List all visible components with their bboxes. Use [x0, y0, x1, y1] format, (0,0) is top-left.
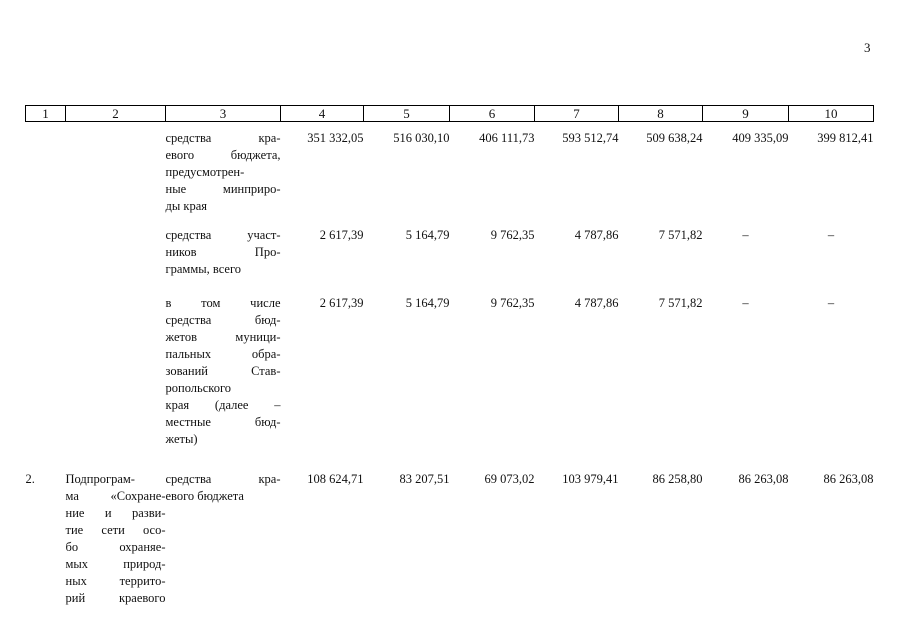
- value-cell: –: [742, 296, 749, 310]
- value-cell: 5 164,79: [405, 228, 450, 242]
- header-cell: 4: [281, 106, 364, 122]
- row-number: 2.: [25, 472, 35, 486]
- subprogram-cell: [66, 215, 166, 283]
- subprogram-cell: [66, 122, 166, 216]
- value-cell: –: [742, 228, 749, 242]
- subprogram-line: тие сети осо-: [65, 523, 166, 537]
- header-row: [26, 106, 874, 122]
- value-cell: 86 263,08: [738, 472, 789, 486]
- value-cell: 86 263,08: [823, 472, 874, 486]
- header-cell: 6: [450, 106, 535, 122]
- funding-source-cell: [166, 283, 281, 471]
- funding-source-line: средства кра-: [165, 131, 281, 145]
- subprogram-line: ма «Сохране-: [65, 489, 166, 503]
- value-cell: 9 762,35: [490, 228, 535, 242]
- value-cell: 7 571,82: [658, 296, 703, 310]
- header-cell: 3: [166, 106, 281, 122]
- funding-source-line: ропольского: [165, 381, 232, 395]
- header-cell: 5: [364, 106, 450, 122]
- value-cell: 406 111,73: [479, 131, 535, 145]
- value-cell: 86 258,80: [652, 472, 703, 486]
- header-cell: 2: [66, 106, 166, 122]
- funding-source-cell: [166, 471, 281, 607]
- funding-source-line: ды края: [165, 199, 208, 213]
- header-cell: 10: [789, 106, 874, 122]
- funding-source-line: края (далее –: [165, 398, 281, 412]
- subprogram-line: мых природ-: [65, 557, 166, 571]
- value-cell: 351 332,05: [307, 131, 364, 145]
- funding-source-cell: [166, 122, 281, 216]
- value-cell: 69 073,02: [484, 472, 535, 486]
- funding-source-line: зований Став-: [165, 364, 281, 378]
- row-number: [26, 215, 66, 283]
- value-cell: 5 164,79: [405, 296, 450, 310]
- value-cell: 509 638,24: [646, 131, 703, 145]
- value-cell: 9 762,35: [490, 296, 535, 310]
- header-cell: 1: [26, 106, 66, 122]
- funding-source-line: жеты): [165, 432, 198, 446]
- subprogram-line: ных террито-: [65, 574, 166, 588]
- table-row: [26, 471, 874, 607]
- funding-source-line: пальных обра-: [165, 347, 281, 361]
- funding-source-line: ные минприро-: [165, 182, 281, 196]
- funding-source-line: граммы, всего: [165, 262, 242, 276]
- subprogram-cell: [66, 283, 166, 471]
- page-number: 3: [864, 40, 871, 55]
- value-cell: –: [827, 296, 835, 310]
- value-cell: 7 571,82: [658, 228, 703, 242]
- value-cell: 2 617,39: [319, 296, 364, 310]
- table-row: [26, 283, 874, 471]
- table-row: [26, 122, 874, 216]
- subprogram-line: бо охраняе-: [65, 540, 166, 554]
- value-cell: 103 979,41: [562, 472, 619, 486]
- subprogram-line: ние и разви-: [65, 506, 166, 520]
- subprogram-cell: [66, 471, 166, 607]
- value-cell: 2 617,39: [319, 228, 364, 242]
- subprogram-line: Подпрограм-: [65, 472, 135, 486]
- header-cell: 9: [703, 106, 789, 122]
- header-cell: 8: [619, 106, 703, 122]
- funding-source-line: жетов муници-: [165, 330, 281, 344]
- budget-table: [25, 105, 874, 607]
- funding-source-line: средства бюд-: [165, 313, 281, 327]
- value-cell: 409 335,09: [732, 131, 789, 145]
- funding-source-line: средства кра-: [165, 472, 281, 486]
- funding-source-line: средства участ-: [165, 228, 281, 242]
- funding-source-line: евого бюджета,: [165, 148, 281, 162]
- value-cell: 399 812,41: [817, 131, 874, 145]
- subprogram-line: рий краевого: [65, 591, 166, 605]
- value-cell: 108 624,71: [307, 472, 364, 486]
- value-cell: –: [827, 228, 835, 242]
- table-row: [26, 215, 874, 283]
- funding-source-line: предусмотрен-: [165, 165, 245, 179]
- value-cell: 4 787,86: [574, 296, 619, 310]
- funding-source-cell: [166, 215, 281, 283]
- funding-source-line: местные бюд-: [165, 415, 281, 429]
- header-cell: 7: [535, 106, 619, 122]
- value-cell: 83 207,51: [399, 472, 450, 486]
- value-cell: 4 787,86: [574, 228, 619, 242]
- row-number: [26, 283, 66, 471]
- funding-source-line: в том числе: [165, 296, 281, 310]
- funding-source-line: евого бюджета: [165, 489, 244, 503]
- value-cell: 593 512,74: [562, 131, 619, 145]
- funding-source-line: ников Про-: [165, 245, 281, 259]
- row-number: [26, 122, 66, 216]
- value-cell: 516 030,10: [393, 131, 450, 145]
